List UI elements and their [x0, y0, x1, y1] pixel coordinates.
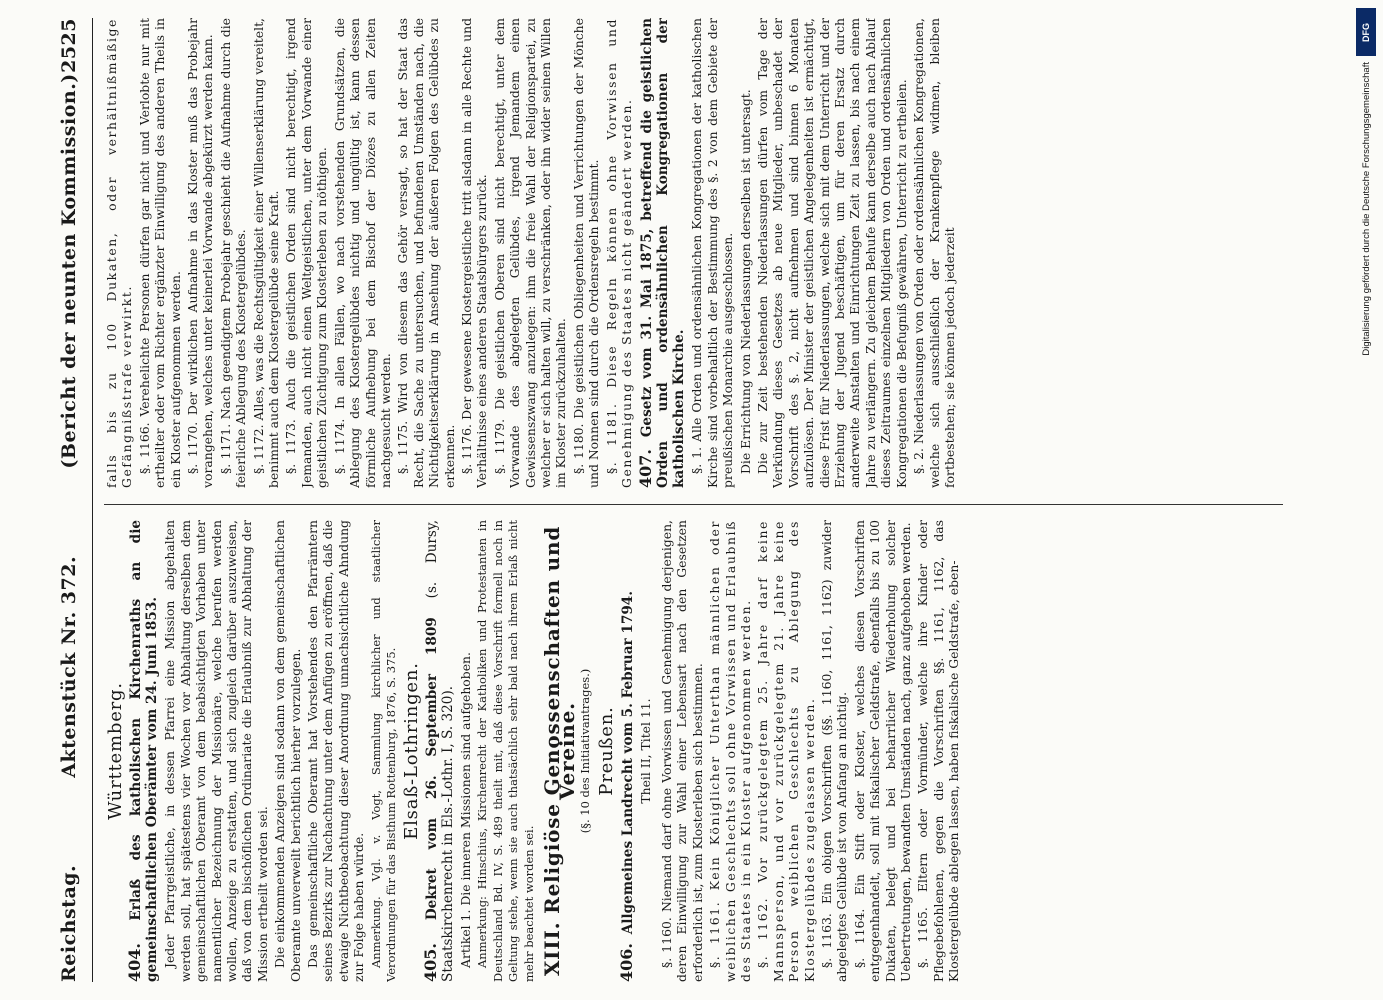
page-body [58, 18, 1283, 982]
paragraph-1179: §. 1179. Die geistlichen Oberen sind nicht berechtigt, unter dem Vorwande des abgelegten Gelübdes, irgend Jemandem einen Gewissenszwang anzulegen: ihm die freie Wahl der Religionspartei, zu welcher er sich halten will, zu verschränken, oder ihn wider seinen Willen im Kloster zurückzuhalten. [491, 18, 569, 488]
entry-406-number: 406. [616, 943, 636, 982]
paragraph-1172: §. 1172. Alles, was die Rechtsgültigkeit einer Willenserklärung vereitelt, benimmt auch dem Klostergelübde seine Kraft. [250, 18, 282, 488]
entry-404-paragraph: Die einkommenden Anzeigen sind sodann von dem gemeinschaftlichen Oberamte unverweilt berichtlich hierher vorzulegen. [272, 520, 303, 982]
section-xiii-subtitle: (§. 10 des Initiativantrages.) [577, 668, 592, 834]
entry-404-title: Erlaß des katholischen Kirchenraths an die gemeinschaftlichen Oberämter vom 24. Juni 1853. [128, 520, 161, 982]
entry-406-title: Allgemeines Landrecht vom 5. Februar 1794. [619, 591, 636, 935]
entry-407-title: Gesetz vom 31. Mai 1875, betreffend die geistlichen Orden und ordensähnlichen Kongregationen der katholischen Kirche. [639, 18, 688, 488]
entry-407-heading [638, 18, 687, 488]
entry-404-heading [127, 520, 160, 982]
page-number: 2525 [58, 18, 80, 73]
section-xiii-title: XIII. Religiöse Genossenschaften und Vereine. [539, 525, 580, 977]
entry-405-title: Dekret vom 26. September 1809 [423, 617, 440, 921]
entry-405-number: 405. [420, 943, 440, 982]
entry-406-subtitle: Theil II, Titel 11. [637, 698, 653, 804]
digitization-note: Digitalisierung gefördert durch die Deutsche Forschungsgemeinschaft [1360, 62, 1372, 356]
paragraph-1165-continued: falls bis zu 100 Dukaten, oder verhältnißmäßige Gefängnißstrafe verwirkt. [104, 18, 135, 488]
dfg-logo-icon: DFG [1356, 8, 1376, 56]
paragraph-1166: §. 1166. Verehelichte Personen dürfen gar nicht und Verlobte nur mit ertheilter oder vom Richter ergänzter Einwilligung des anderen Theils in ein Kloster aufgenommen werden. [136, 18, 183, 488]
entry-404-paragraph: Jeder Pfarrgeistliche, in dessen Pfarrei eine Mission abgehalten werden soll, hat spätestens vier Wochen vor Abhaltung derselben dem gemeinschaftlichen Oberamt von dem beabsichtigten Vorhaben unter namentlicher Bezeichnung der Missionäre, welche berufen werden wollen, Anzeige zu erstatten, und sich zugleich darüber auszuweisen, daß von dem bischöflichen Ordinariate die Erlaubniß zur Abhaltung der Mission ertheilt worden sei. [162, 520, 270, 982]
paragraph-1160: §. 1160. Niemand darf ohne Vorwissen und Genehmigung derjenigen, deren Einwilligung zur Wahl einer Lebensart nach den Gesetzen erforderlich ist, zum Klosterleben sich bestimmen. [658, 520, 705, 982]
paragraph-1165: §. 1165. Eltern oder Vormünder, welche ihre Kinder oder Pflegebefohlenen, gegen die Vorschriften §§. 1161, 1162, das Klostergelübde ablegen lassen, haben fiskalische Geldstrafe, eben- [915, 520, 962, 982]
law-section-2: §. 2. Niederlassungen von Orden oder ordensähnlichen Kongregationen, welche sich ausschließlich der Krankenpflege widmen, bleiben fortbestehen; sie können jedoch jederzeit [911, 18, 957, 488]
paragraph-1175: §. 1175. Wird von diesem das Gehör versagt, so hat der Staat das Recht, die Sache zu untersuchen, und befundenen Umständen nach, die Nichtigkeitserklärung in Ansehung der äußeren Folgen des Gelübdes zu erkennen. [395, 18, 457, 488]
paragraph-1170: §. 1170. Der wirklichen Aufnahme in das Kloster muß das Probejahr vorangehen, welches unter keinerlei Vorwande abgekürzt werden kann. [185, 18, 216, 488]
entry-404-paragraph: Das gemeinschaftliche Oberamt hat Vorstehendes den Pfarrämtern seines Bezirks zur Nachachtung unter dem Anfügen zu eröffnen, daß die etwaige Nichtbeobachtung dieser Anordnung unnachsichtliche Ahndung zur Folge haben würde. [305, 520, 367, 982]
paragraph-1174: §. 1174. In allen Fällen, wo nach vorstehenden Grundsätzen, die Ablegung des Klostergelübdes nichtig und ungültig ist, kann dessen förmliche Aufhebung bei dem Bischof der Diözes zu allen Zeiten nachgesucht werden. [331, 18, 393, 488]
column-divider [104, 504, 1283, 505]
header-document-number: Aktenstück Nr. 372. [58, 555, 80, 778]
entry-405-note: Anmerkung: Hinschius, Kirchenrecht der Katholiken und Protestanten in Deutschland Bd. IV, S. 489 theilt mit, daß diese Vorschrift formell noch in Geltung stehe, wenn sie auch thatsächlich sehr bald nach ihrem Erlaß nicht mehr beachtet worden sei. [475, 520, 536, 982]
paragraph-1180: §. 1180. Die geistlichen Obliegenheiten und Verrichtungen der Mönche und Nonnen sind durch die Ordensregeln bestimmt. [570, 18, 602, 488]
paragraph-1161: §. 1161. Kein Königlicher Unterthan männlichen oder weiblichen Geschlechts soll ohne Vorwissen und Erlaubniß des Staates in ein Kloster aufgenommen werden. [707, 520, 753, 982]
paragraph-1171: §. 1171. Nach geendigtem Probejahr geschieht die Aufnahme durch die feierliche Ablegung des Klostergelübdes. [217, 18, 249, 488]
paragraph-1163: §. 1163. Ein obigen Vorschriften (§§. 1160, 1161, 1162) zuwider abgelegtes Gelübde ist von Anfang an nichtig. [819, 520, 850, 982]
header-commission: (Bericht der neunten Kommission.) [58, 73, 80, 469]
entry-405-heading [420, 520, 456, 982]
page-header [58, 18, 93, 982]
entry-405-article: Artikel 1. Die inneren Missionen sind aufgehoben. [457, 652, 473, 968]
header-reichstag: Reichstag. [58, 864, 80, 982]
right-column [104, 18, 1283, 488]
paragraph-1162: §. 1162. Vor zurückgelegtem 25. Jahre darf keine Mannsperson, und vor zurückgelegtem 21. Jahre keine Person weiblichen Geschlechts zu Ablegung des Klostergelübdes zugelassen werden. [755, 520, 817, 982]
entry-404-number: 404. [125, 943, 145, 982]
law-section-1-b: Die Errichtung von Niederlassungen derselben ist untersagt. [737, 89, 753, 474]
section-wuerttemberg: Württemberg. [105, 682, 126, 820]
entry-404-note: Anmerkung. Vgl. v. Vogt, Sammlung kirchlicher und staatlicher Verordnungen für das Bisthum Rottenburg, 1876, S. 375. [368, 520, 399, 982]
entry-407-number: 407. [636, 449, 656, 488]
section-preussen: Preußen. [596, 706, 618, 796]
paragraph-1164: §. 1164. Ein Stift oder Kloster, welches diesen Vorschriften entgegenhandelt, soll mit fiskalischer Geldstrafe, ebenfalls bis zu 100 Dukaten, belegt und bei beharrlicher Wiederholung solcher Uebertretungen, bewandten Umständen nach, ganz aufgehoben werden. [851, 520, 914, 982]
paragraph-1176: §. 1176. Der gewesene Klostergeistliche tritt alsdann in alle Rechte und Verhältnisse eines anderen Staatsbürgers zurück. [458, 18, 490, 488]
paragraph-1181: §. 1181. Diese Regeln können ohne Vorwissen und Genehmigung des Staates nicht geändert werden. [603, 18, 634, 488]
digitization-stamp [1355, 8, 1377, 356]
entry-405-reference: (s. Dursy, Staatskirchenrecht in Els.-Lothr. I, S. 320). [423, 520, 456, 982]
entry-406-heading [616, 520, 636, 982]
law-section-1: §. 1. Alle Orden und ordensähnlichen Kongregationen der katholischen Kirche sind vorbehaltlich der Bestimmung des §. 2 von dem Gebiete der preußischen Monarchie ausgeschlossen. [689, 18, 736, 488]
section-elsass-lothringen: Elsaß-Lothringen. [400, 662, 422, 840]
law-section-1-c: Die zur Zeit bestehenden Niederlassungen dürfen vom Tage der Verkündung dieses Gesetzes ab neue Mitglieder, unbeschadet der Vorschrift des §. 2, nicht aufnehmen und sind binnen 6 Monaten aufzulösen. Der Minister der geistlichen Angelegenheiten ist ermächtigt, diese Frist für Niederlassungen, welche sich mit dem Unterricht und der Erziehung der Jugend beschäftigen, um für deren Ersatz durch anderweite Anstalten und Einrichtungen Zeit zu lassen, bis nach einem Jahre zu verlängern. Zu gleichem Behufe kann derselbe auch nach Ablauf dieses Zeitraumes einzelnen Mitgliedern von Orden und ordensähnlichen Kongregationen die Befugniß gewähren, Unterricht zu ertheilen. [755, 18, 909, 488]
paragraph-1173: §. 1173. Auch die geistlichen Orden sind nicht berechtigt, irgend Jemanden, auch nicht einen Weltgeistlichen, unter dem Vorwande einer geistlichen Züchtigung zum Klosterleben zu nöthigen. [283, 18, 330, 488]
left-column [104, 520, 1283, 982]
